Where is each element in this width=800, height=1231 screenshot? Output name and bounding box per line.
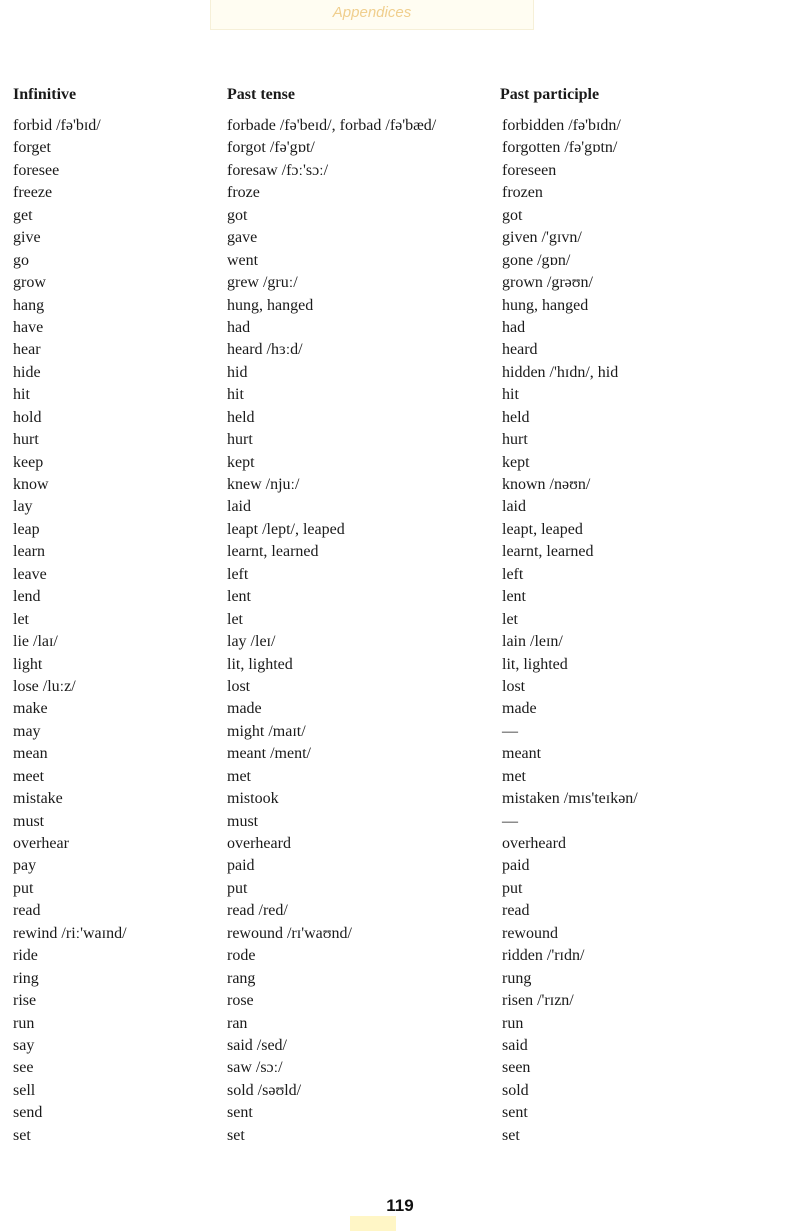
column-header-infinitive: Infinitive <box>13 86 77 103</box>
table-row <box>0 1080 800 1102</box>
table-row <box>0 811 800 833</box>
cell-past-tense: might /maɪt/ <box>227 722 306 740</box>
cell-past-participle: said <box>502 1036 528 1054</box>
table-row <box>0 698 800 720</box>
table-row <box>0 1102 800 1124</box>
cell-past-participle: risen /'rɪzn/ <box>502 992 574 1010</box>
cell-past-participle: grown /grəʊn/ <box>502 274 593 292</box>
cell-infinitive: freeze <box>13 184 53 202</box>
cell-past-tense: went <box>227 251 259 269</box>
cell-past-tense: hung, hanged <box>227 296 314 314</box>
cell-infinitive: ride <box>13 947 38 965</box>
cell-past-tense: rode <box>227 947 256 965</box>
table-row <box>0 721 800 743</box>
cell-infinitive: foresee <box>13 161 60 179</box>
cell-infinitive: rise <box>13 992 37 1010</box>
cell-past-tense: hit <box>227 386 244 404</box>
cell-infinitive: keep <box>13 453 44 471</box>
cell-past-participle: set <box>502 1126 520 1144</box>
cell-past-participle: overheard <box>502 835 566 852</box>
table-row <box>0 182 800 204</box>
cell-infinitive: give <box>13 229 41 247</box>
table-row <box>0 496 800 518</box>
cell-infinitive: let <box>13 610 29 628</box>
cell-past-participle: seen <box>502 1059 531 1077</box>
cell-infinitive: lay <box>13 498 33 516</box>
cell-infinitive: know <box>13 476 49 493</box>
cell-past-participle: lit, lighted <box>502 655 568 673</box>
cell-past-participle: lent <box>502 588 526 606</box>
table-row <box>0 452 800 474</box>
cell-infinitive: ring <box>13 969 39 987</box>
cell-past-tense: learnt, learned <box>227 543 319 561</box>
table-row <box>0 833 800 855</box>
cell-past-participle: read <box>502 902 530 920</box>
cell-past-participle: forbidden /fə'bɪdn/ <box>502 117 621 134</box>
cell-past-tense: lost <box>227 677 251 695</box>
cell-infinitive: set <box>13 1126 31 1144</box>
table-row <box>0 564 800 586</box>
cell-infinitive: hold <box>13 408 42 426</box>
table-row <box>0 205 800 227</box>
cell-past-participle: run <box>502 1014 524 1032</box>
table-row <box>0 676 800 698</box>
cell-past-tense: gave <box>227 229 258 247</box>
cell-past-tense: lent <box>227 588 251 606</box>
table-row <box>0 272 800 294</box>
cell-past-participle: hit <box>502 386 519 404</box>
cell-infinitive: see <box>13 1059 34 1077</box>
cell-past-participle: sent <box>502 1104 528 1122</box>
table-row <box>0 137 800 159</box>
cell-past-tense: said /sed/ <box>227 1036 287 1054</box>
cell-past-participle: let <box>502 610 518 628</box>
table-row <box>0 429 800 451</box>
table-row <box>0 474 800 496</box>
column-header-past-tense: Past tense <box>227 86 295 103</box>
cell-infinitive: leave <box>13 565 47 583</box>
cell-past-tense: left <box>227 565 249 583</box>
cell-infinitive: read <box>13 902 41 920</box>
table-row <box>0 160 800 182</box>
cell-past-tense: lit, lighted <box>227 655 293 673</box>
table-row <box>0 900 800 922</box>
cell-past-participle: heard <box>502 341 538 359</box>
table-row <box>0 250 800 272</box>
cell-past-participle: paid <box>502 857 530 875</box>
cell-past-participle: laid <box>502 498 526 516</box>
table-row <box>0 295 800 317</box>
cell-past-tense: saw /sɔː/ <box>227 1059 283 1077</box>
running-header-title: Appendices <box>332 4 412 21</box>
cell-infinitive: learn <box>13 543 45 561</box>
cell-past-participle: rewound <box>502 924 558 942</box>
table-row <box>0 115 800 137</box>
cell-infinitive: may <box>13 722 41 740</box>
table-row <box>0 407 800 429</box>
table-row <box>0 541 800 563</box>
cell-past-participle: known /nəʊn/ <box>502 476 591 493</box>
cell-infinitive: hang <box>13 296 45 314</box>
cell-past-participle: learnt, learned <box>502 543 594 561</box>
table-row <box>0 519 800 541</box>
table-row <box>0 1013 800 1035</box>
table-row <box>0 968 800 990</box>
cell-past-participle: held <box>502 408 530 426</box>
cell-infinitive: get <box>13 206 33 224</box>
cell-infinitive: grow <box>13 274 46 292</box>
cell-past-participle: forgotten /fə'gɒtn/ <box>502 139 618 157</box>
cell-past-participle: put <box>502 879 523 897</box>
cell-past-participle: met <box>502 767 526 785</box>
cell-past-tense: met <box>227 767 251 785</box>
cell-infinitive: lie /laɪ/ <box>13 633 58 651</box>
cell-infinitive: rewind /riː'waɪnd/ <box>13 924 127 942</box>
cell-past-tense: overheard <box>227 835 291 852</box>
cell-infinitive: mean <box>13 745 48 763</box>
cell-past-tense: set <box>227 1126 245 1144</box>
cell-infinitive: hit <box>13 386 30 404</box>
table-row <box>0 609 800 631</box>
table-row <box>0 788 800 810</box>
cell-past-tense: laid <box>227 498 251 516</box>
cell-past-tense: forgot /fə'gɒt/ <box>227 139 315 157</box>
table-row <box>0 654 800 676</box>
cell-infinitive: lose /luːz/ <box>13 677 76 695</box>
cell-past-tense: made <box>227 700 262 718</box>
cell-infinitive: forget <box>13 139 51 157</box>
cell-past-tense: hurt <box>227 431 253 449</box>
cell-past-participle: left <box>502 565 524 583</box>
cell-past-tense: grew /gruː/ <box>227 274 298 292</box>
cell-past-tense: must <box>227 812 259 830</box>
cell-past-tense: had <box>227 318 251 336</box>
cell-infinitive: send <box>13 1104 43 1122</box>
cell-infinitive: pay <box>13 857 37 875</box>
cell-past-participle: gone /gɒn/ <box>502 251 571 269</box>
cell-past-tense: hid <box>227 363 248 381</box>
table-row <box>0 384 800 406</box>
cell-past-tense: got <box>227 206 248 224</box>
cell-past-participle: lain /leɪn/ <box>502 633 563 651</box>
cell-past-participle: given /'gɪvn/ <box>502 229 582 247</box>
cell-infinitive: run <box>13 1014 35 1032</box>
running-header <box>210 0 534 30</box>
cell-past-participle: meant <box>502 745 542 763</box>
cell-past-tense: ran <box>227 1014 248 1032</box>
cell-past-participle: leapt, leaped <box>502 520 583 538</box>
cell-infinitive: leap <box>13 520 40 538</box>
cell-past-tense: forbade /fə'beɪd/, forbad /fə'bæd/ <box>227 117 437 134</box>
cell-past-tense: meant /ment/ <box>227 745 311 763</box>
cell-infinitive: put <box>13 879 34 897</box>
cell-past-tense: sent <box>227 1104 253 1122</box>
cell-infinitive: have <box>13 318 44 336</box>
cell-infinitive: hurt <box>13 431 39 449</box>
cell-infinitive: mistake <box>13 790 63 808</box>
cell-past-tense: kept <box>227 453 255 471</box>
cell-past-tense: held <box>227 408 255 426</box>
cell-past-participle: hung, hanged <box>502 296 589 314</box>
cell-past-participle: lost <box>502 677 526 695</box>
table-row <box>0 1035 800 1057</box>
cell-past-participle: made <box>502 700 537 718</box>
cell-past-participle: foreseen <box>502 161 557 179</box>
table-row <box>0 923 800 945</box>
cell-past-tense: paid <box>227 857 255 875</box>
cell-infinitive: light <box>13 655 43 673</box>
table-row <box>0 317 800 339</box>
cell-past-participle: — <box>502 812 518 830</box>
cell-infinitive: overhear <box>13 835 69 852</box>
cell-past-participle: frozen <box>502 184 543 202</box>
cell-past-participle: rung <box>502 969 532 987</box>
cell-past-tense: heard /hɜːd/ <box>227 341 303 359</box>
cell-past-tense: rewound /rɪ'waʊnd/ <box>227 924 352 942</box>
table-row <box>0 362 800 384</box>
cell-infinitive: hide <box>13 363 41 381</box>
cell-infinitive: go <box>13 251 29 269</box>
cell-past-participle: ridden /'rɪdn/ <box>502 947 585 965</box>
cell-infinitive: hear <box>13 341 41 359</box>
cell-past-tense: sold /səʊld/ <box>227 1081 302 1099</box>
cell-infinitive: say <box>13 1036 35 1054</box>
cell-past-tense: froze <box>227 184 260 202</box>
table-row <box>0 1125 800 1147</box>
table-row <box>0 945 800 967</box>
cell-infinitive: must <box>13 812 45 830</box>
cell-infinitive: forbid /fə'bɪd/ <box>13 117 101 134</box>
cell-past-tense: leapt /lept/, leaped <box>227 520 345 538</box>
cell-past-participle: got <box>502 206 523 224</box>
irregular-verbs-table <box>0 115 800 1147</box>
cell-past-participle: kept <box>502 453 530 471</box>
table-row <box>0 990 800 1012</box>
cell-past-tense: let <box>227 610 243 628</box>
cell-past-participle: hurt <box>502 431 528 449</box>
cell-past-tense: rang <box>227 969 256 987</box>
cell-past-tense: rose <box>227 992 254 1010</box>
cell-past-participle: sold <box>502 1081 529 1099</box>
column-header-past-participle: Past participle <box>500 86 600 103</box>
table-row <box>0 743 800 765</box>
table-row <box>0 339 800 361</box>
page-number: 119 <box>386 1196 414 1215</box>
table-row <box>0 631 800 653</box>
table-row <box>0 1057 800 1079</box>
cell-past-participle: hidden /'hɪdn/, hid <box>502 363 619 381</box>
table-row <box>0 878 800 900</box>
cell-past-tense: foresaw /fɔː'sɔː/ <box>227 161 329 179</box>
table-row <box>0 855 800 877</box>
cell-infinitive: meet <box>13 767 45 785</box>
cell-infinitive: make <box>13 700 48 718</box>
cell-past-tense: lay /leɪ/ <box>227 633 276 651</box>
cell-past-participle: — <box>502 722 518 740</box>
table-row <box>0 227 800 249</box>
table-row <box>0 586 800 608</box>
table-row <box>0 766 800 788</box>
footer-tab <box>350 1216 396 1231</box>
cell-past-tense: knew /njuː/ <box>227 476 300 493</box>
cell-infinitive: sell <box>13 1081 36 1099</box>
cell-past-participle: mistaken /mɪs'teɪkən/ <box>502 790 638 808</box>
cell-past-tense: mistook <box>227 790 279 808</box>
cell-past-tense: read /red/ <box>227 902 288 920</box>
cell-past-participle: had <box>502 318 526 336</box>
cell-past-tense: put <box>227 879 248 897</box>
cell-infinitive: lend <box>13 588 41 606</box>
